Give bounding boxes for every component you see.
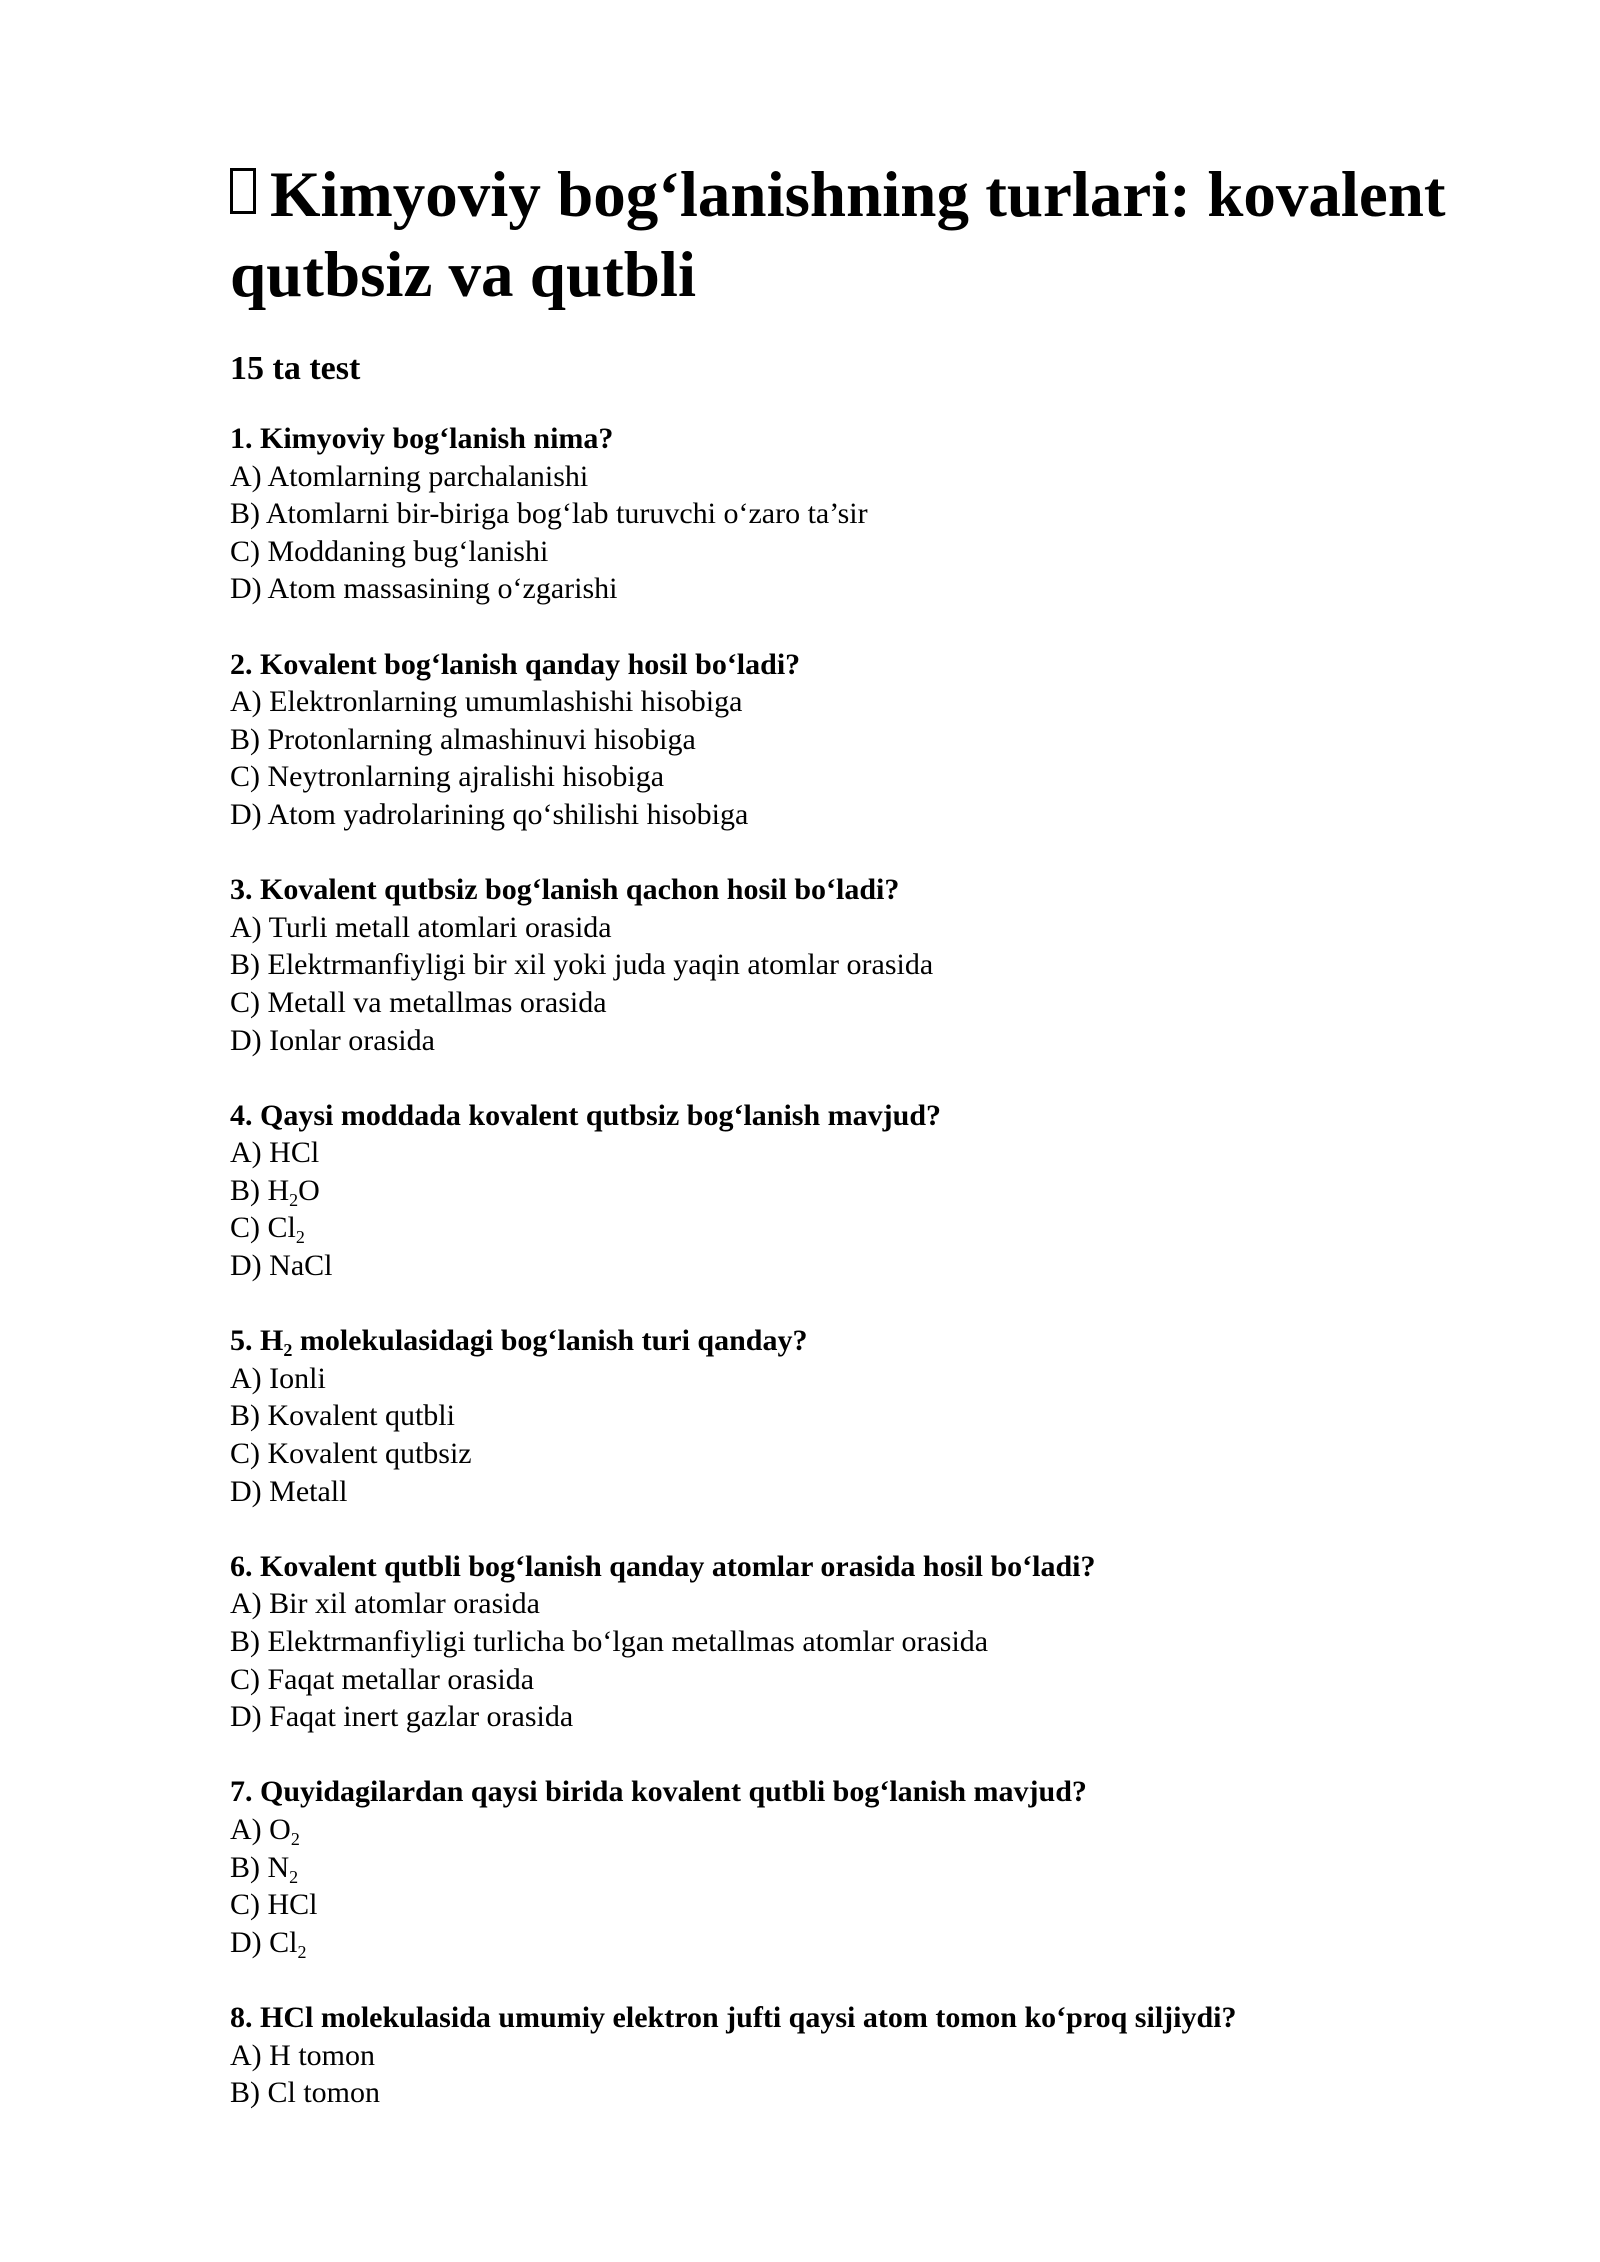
option-text: Atom massasining o‘zgarishi xyxy=(267,572,618,606)
answer-option xyxy=(230,758,1480,796)
document-subtitle: 15 ta test xyxy=(230,350,361,387)
option-letter: C) xyxy=(230,1888,260,1922)
option-text: Faqat metallar orasida xyxy=(267,1662,535,1696)
option-letter: C) xyxy=(230,760,260,794)
option-text: Kovalent qutbli xyxy=(267,1399,455,1433)
option-letter: C) xyxy=(230,534,260,568)
option-text: Elektronlarning umumlashishi hisobiga xyxy=(269,685,743,719)
option-letter: B) xyxy=(230,1173,260,1207)
option-letter: D) xyxy=(230,1474,262,1508)
answer-option xyxy=(230,1623,1480,1661)
option-letter: C) xyxy=(230,1437,260,1471)
option-text: Faqat inert gazlar orasida xyxy=(269,1700,574,1734)
answer-option xyxy=(230,2074,1480,2112)
question-text-part: H xyxy=(260,1324,284,1358)
question-block xyxy=(230,871,1480,1059)
option-text: NaCl xyxy=(269,1249,333,1283)
question-number: 7. xyxy=(230,1775,253,1809)
question-number: 1. xyxy=(230,422,253,455)
option-text: Bir xil atomlar orasida xyxy=(269,1587,540,1621)
option-text: Neytronlarning ajralishi hisobiga xyxy=(267,760,665,794)
question-text xyxy=(230,1548,1480,1586)
question-block xyxy=(230,1548,1480,1736)
option-letter: D) xyxy=(230,797,262,831)
answer-option xyxy=(230,533,1480,571)
option-text: HCl xyxy=(267,1888,318,1922)
option-letter: B) xyxy=(230,1399,260,1433)
option-text: Atomlarni bir-biriga bog‘lab turuvchi o‘zaro ta’sir xyxy=(265,497,868,531)
option-letter: D) xyxy=(230,1925,262,1959)
subscript: 2 xyxy=(297,1941,307,1962)
option-letter: B) xyxy=(230,1625,260,1658)
option-letter: D) xyxy=(230,1700,262,1734)
question-text xyxy=(230,420,1480,458)
answer-option xyxy=(230,458,1480,496)
option-letter: A) xyxy=(230,1136,262,1170)
question-block xyxy=(230,1773,1480,1961)
question-text xyxy=(230,646,1480,684)
option-letter: B) xyxy=(230,497,260,531)
question-text-after: molekulasidagi bog‘lanish turi qanday? xyxy=(292,1324,808,1358)
answer-option xyxy=(230,1661,1480,1699)
option-letter: B) xyxy=(230,948,260,982)
question-block xyxy=(230,1999,1480,2112)
answer-option xyxy=(230,946,1480,984)
question-text xyxy=(230,871,1480,909)
question-text-part: Kovalent qutbsiz bog‘lanish qachon hosil bo‘ladi? xyxy=(260,873,900,907)
option-letter: C) xyxy=(230,985,260,1019)
subscript: 2 xyxy=(289,1189,299,1210)
option-letter: B) xyxy=(230,2076,260,2110)
answer-option xyxy=(230,1585,1480,1623)
option-letter: A) xyxy=(230,1361,262,1395)
option-text: HCl xyxy=(269,1136,320,1170)
answer-option xyxy=(230,909,1480,947)
answer-option xyxy=(230,1172,1480,1210)
option-text: Kovalent qutbsiz xyxy=(267,1437,472,1471)
question-text-part: Kovalent qutbli bog‘lanish qanday atomlar orasida hosil bo‘ladi? xyxy=(260,1549,1096,1583)
option-text: Atom yadrolarining qo‘shilishi hisobiga xyxy=(267,797,749,831)
question-text xyxy=(230,1999,1480,2037)
question-text-part: Kovalent bog‘lanish qanday hosil bo‘ladi? xyxy=(260,647,801,681)
option-text: Atomlarning parchalanishi xyxy=(267,459,589,493)
question-text xyxy=(230,1773,1480,1811)
document-title-text: Kimyoviy bog‘lanishning turlari: kovalent qutbsiz va qutbli xyxy=(230,159,1446,311)
question-block xyxy=(230,420,1480,608)
answer-option xyxy=(230,1698,1480,1736)
option-text: Ionli xyxy=(269,1361,326,1395)
option-text: Metall va metallmas orasida xyxy=(267,985,607,1019)
question-block xyxy=(230,1322,1480,1510)
missing-glyph-icon xyxy=(230,168,256,214)
question-number: 4. xyxy=(230,1098,253,1132)
question-text-part: Qaysi moddada kovalent qutbsiz bog‘lanish mavjud? xyxy=(260,1098,942,1132)
subscript: 2 xyxy=(283,1340,293,1361)
option-letter: B) xyxy=(230,1850,260,1884)
question-number: 2. xyxy=(230,647,253,681)
option-letter: A) xyxy=(230,2038,262,2072)
option-text: Elektrmanfiyligi turlicha bo‘lgan metallmas atomlar orasida xyxy=(267,1625,989,1658)
option-letter: D) xyxy=(230,572,262,606)
questions-list xyxy=(230,420,1480,2112)
answer-option xyxy=(230,1397,1480,1435)
subscript: 2 xyxy=(295,1227,305,1248)
question-number: 5. xyxy=(230,1324,253,1358)
question-text-part: Quyidagilardan qaysi birida kovalent qutbli bog‘lanish mavjud? xyxy=(260,1775,1087,1809)
option-text: Elektrmanfiyligi bir xil yoki juda yaqin atomlar orasida xyxy=(267,948,934,982)
option-letter: A) xyxy=(230,910,262,944)
option-text: Cl xyxy=(269,1925,298,1959)
answer-option xyxy=(230,1811,1480,1849)
option-text: Cl xyxy=(267,1211,296,1245)
option-letter: B) xyxy=(230,722,260,756)
option-letter: A) xyxy=(230,685,262,719)
question-text xyxy=(230,1322,1480,1360)
answer-option xyxy=(230,570,1480,608)
option-text: Metall xyxy=(269,1474,348,1508)
option-text-after: O xyxy=(298,1173,320,1207)
question-block xyxy=(230,1097,1480,1285)
answer-option xyxy=(230,1886,1480,1924)
document-page xyxy=(230,155,1480,2149)
subscript: 2 xyxy=(289,1866,299,1887)
option-text: N xyxy=(267,1850,290,1884)
option-text: Cl tomon xyxy=(267,2076,381,2110)
option-text: Protonlarning almashinuvi hisobiga xyxy=(267,722,696,756)
option-text: H xyxy=(267,1173,290,1207)
question-number: 6. xyxy=(230,1549,253,1583)
option-text: Turli metall atomlari orasida xyxy=(268,910,612,944)
subscript: 2 xyxy=(290,1828,300,1849)
answer-option xyxy=(230,796,1480,834)
question-block xyxy=(230,646,1480,834)
question-text-part: Kimyoviy bog‘lanish nima? xyxy=(260,422,614,455)
option-letter: C) xyxy=(230,1662,260,1696)
answer-option xyxy=(230,1247,1480,1285)
answer-option xyxy=(230,1209,1480,1247)
option-letter: D) xyxy=(230,1023,262,1057)
answer-option xyxy=(230,1022,1480,1060)
answer-option xyxy=(230,1473,1480,1511)
document-title xyxy=(230,155,1480,315)
question-number: 8. xyxy=(230,2000,253,2034)
question-text xyxy=(230,1097,1480,1135)
option-text: Moddaning bug‘lanishi xyxy=(267,534,549,568)
answer-option xyxy=(230,495,1480,533)
option-text: O xyxy=(269,1812,291,1846)
answer-option xyxy=(230,1435,1480,1473)
answer-option xyxy=(230,2037,1480,2075)
answer-option xyxy=(230,1924,1480,1962)
option-letter: A) xyxy=(230,1812,262,1846)
question-number: 3. xyxy=(230,873,253,907)
option-text: Ionlar orasida xyxy=(269,1023,435,1057)
answer-option xyxy=(230,1849,1480,1887)
answer-option xyxy=(230,1134,1480,1172)
option-letter: A) xyxy=(230,459,262,493)
option-letter: C) xyxy=(230,1211,260,1245)
question-text-part: HCl molekulasida umumiy elektron jufti qaysi atom tomon ko‘proq siljiydi? xyxy=(260,2000,1237,2034)
option-letter: D) xyxy=(230,1249,262,1283)
answer-option xyxy=(230,683,1480,721)
answer-option xyxy=(230,984,1480,1022)
answer-option xyxy=(230,1360,1480,1398)
answer-option xyxy=(230,721,1480,759)
option-letter: A) xyxy=(230,1587,262,1621)
option-text: H tomon xyxy=(269,2038,375,2072)
